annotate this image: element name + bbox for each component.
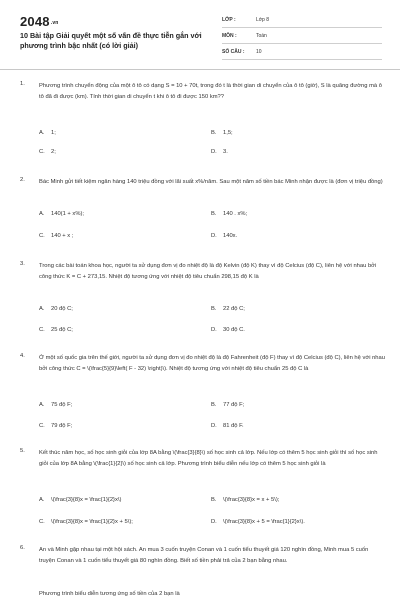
meta-row-count: [222, 44, 382, 60]
question-text: Phương trình chuyển động của một ô tô có dạng S = 10 + 70t, trong đó t là thời gian di chuyển của ô tô (giờ), S là quãng đường mà ô tô đã đi được (km). Tính thời gian di chuyển t khi ô tô đi được 150 km??: [39, 83, 382, 100]
question-4: [20, 353, 385, 433]
option-c[interactable]: C. 2;: [39, 149, 56, 155]
question-number: 1.: [20, 81, 25, 87]
question-number: 6.: [20, 545, 25, 551]
option-a[interactable]: A. 140(1 + x%);: [39, 211, 85, 217]
question-6: [20, 545, 385, 600]
question-5: [20, 448, 385, 533]
site-logo[interactable]: [20, 14, 59, 29]
logo-text: 2048: [20, 14, 50, 29]
option-a[interactable]: A. \(\frac{3}{8}x = \frac{1}{2}x\): [39, 497, 122, 503]
question-text: Kết thúc năm học, số học sinh giỏi của lớp 8A bằng \(\frac{3}{8}\) số học sinh cả lớp. Nếu lớp có thêm 5 học sinh giỏi thì số học sinh giỏi của lớp 8A bằng \(\frac{1}{2}\) số học sinh cả lớp. Phương trình biểu diễn nếu lớp có thêm 5 học sinh giỏi là: [39, 450, 378, 467]
meta-row-subject: [222, 28, 382, 44]
meta-value-count: 10: [256, 48, 262, 55]
option-d[interactable]: D. 30 độ C.: [211, 327, 245, 333]
question-text: Trong các bài toán khoa học, người ta sử dụng đơn vị đo nhiệt độ là độ Kelvin (độ K) thay vì độ Celcius (độ C), liên hệ với nhau bởi công thức K = C + 273,15. Nhiệt độ tương ứng với nhiệt độ tiêu chuẩn 298,15 độ K là: [39, 263, 377, 280]
document-title: 10 Bài tập Giải quyết một số vấn đề thực tiễn gắn với phương trình bậc nhất (có lời giải): [20, 31, 202, 50]
question-text: An và Minh gặp nhau tại một hội sách. An mua 3 cuốn truyện Conan và 1 cuốn tiểu thuyết giá 120 nghìn đồng, Minh mua 5 cuốn truyện Conan và 1 cuốn tiểu thuyết giá 80 nghìn đồng. Biết số tiền phải trả của 2 bạn bằng nhau.: [39, 547, 369, 564]
logo-suffix: .vn: [50, 20, 59, 26]
option-b[interactable]: B. 140 . x%;: [211, 211, 248, 217]
option-c[interactable]: C. 25 độ C;: [39, 327, 73, 333]
question-text: Ở một số quốc gia trên thế giới, người ta sử dụng đơn vị đo nhiệt độ là độ Fahrenheit (độ F) thay vì độ Celcius (độ C), liên hệ với nhau bởi công thức C = \(\frac{5}{9}\left( F - 32) \right)\). Nhiệt độ tương ứng với nhiệt độ tiêu chuẩn 25 độ C là: [39, 355, 385, 372]
option-c[interactable]: C. 79 độ F;: [39, 423, 73, 429]
meta-value-grade: Lớp 8: [256, 16, 270, 23]
option-c[interactable]: C. 140 + x ;: [39, 233, 74, 239]
question-prompt: Phương trình biểu diễn tương ứng số tiền của 2 bạn là: [39, 591, 180, 597]
meta-label-grade: LỚP :: [222, 16, 236, 23]
document-header: [0, 0, 400, 68]
option-b[interactable]: B. 22 độ C;: [211, 306, 245, 312]
meta-label-count: SỐ CÂU :: [222, 48, 245, 55]
question-number: 5.: [20, 448, 25, 454]
option-d[interactable]: D. \(\frac{3}{8}x + 5 = \frac{1}{2}x\).: [211, 519, 305, 525]
option-c[interactable]: C. \(\frac{3}{8}x = \frac{1}{2}x + 5\);: [39, 519, 133, 525]
meta-value-subject: Toán: [256, 32, 267, 39]
option-a[interactable]: A. 1;: [39, 130, 56, 136]
question-number: 2.: [20, 177, 25, 183]
question-number: 4.: [20, 353, 25, 359]
question-number: 3.: [20, 261, 25, 267]
meta-label-subject: MÔN :: [222, 32, 237, 39]
option-d[interactable]: D. 81 độ F.: [211, 423, 244, 429]
option-d[interactable]: D. 140x.: [211, 233, 238, 239]
option-d[interactable]: D. 3.: [211, 149, 228, 155]
option-b[interactable]: B. \(\frac{3}{8}x = x + 5\);: [211, 497, 280, 503]
option-b[interactable]: B. 1,5;: [211, 130, 233, 136]
option-b[interactable]: B. 77 độ F;: [211, 402, 245, 408]
header-divider: [0, 69, 400, 70]
meta-table: [222, 12, 382, 60]
question-2: [20, 177, 385, 245]
question-text: Bác Minh gửi tiết kiệm ngân hàng 140 triệu đồng với lãi suất x%/năm. Sau một năm số tiền bác Minh nhận được là (đơn vị triệu đồng): [39, 179, 383, 185]
question-1: [20, 81, 385, 156]
question-3: [20, 261, 385, 341]
option-a[interactable]: A. 75 độ F;: [39, 402, 73, 408]
option-a[interactable]: A. 20 độ C;: [39, 306, 73, 312]
meta-row-grade: [222, 12, 382, 28]
